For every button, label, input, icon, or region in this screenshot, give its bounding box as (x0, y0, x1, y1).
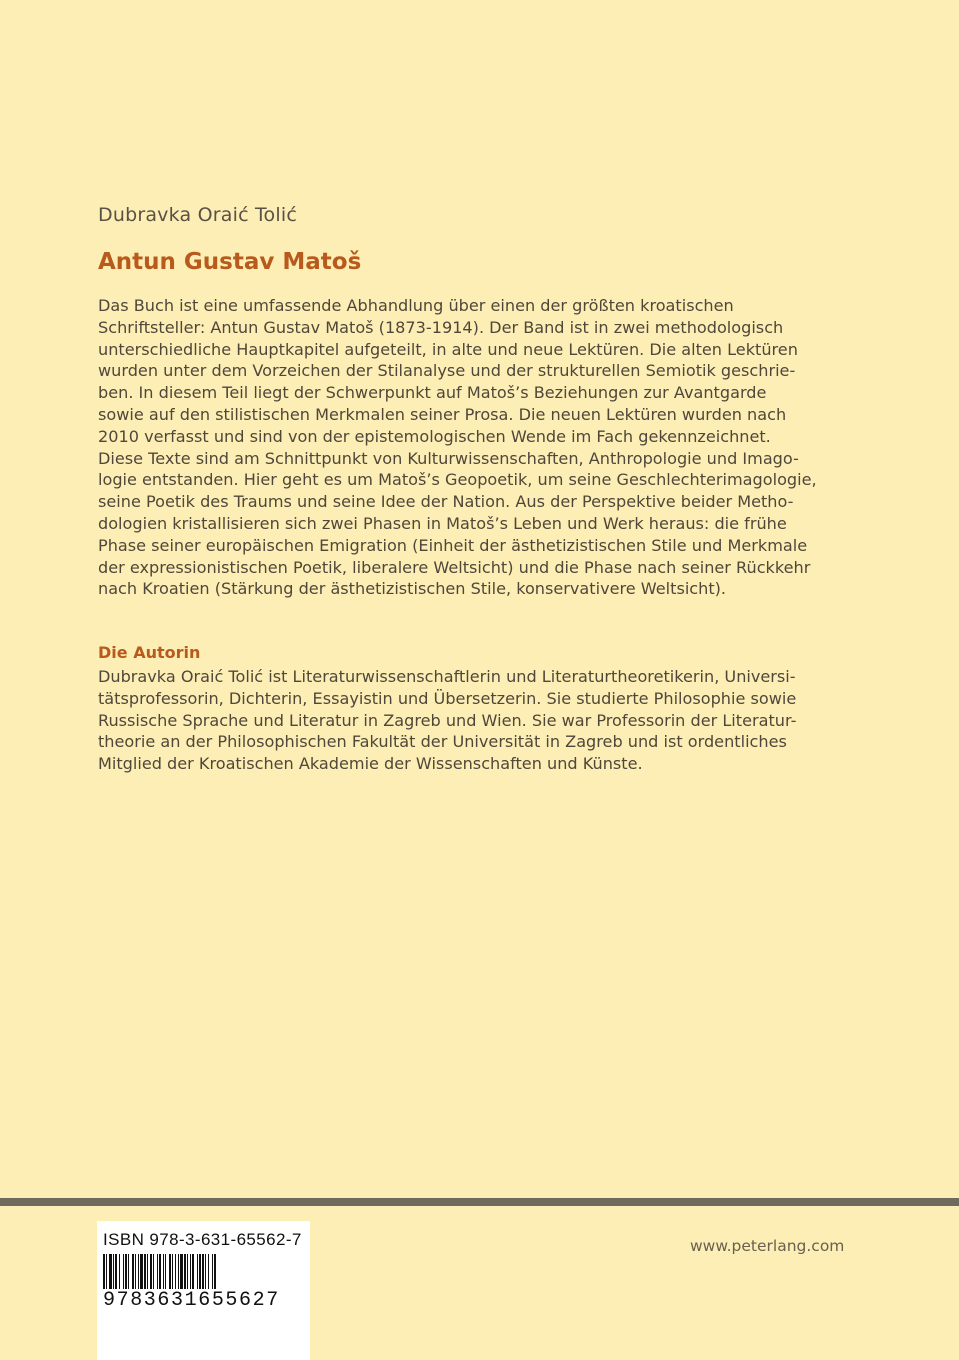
about-author-text (98, 666, 878, 775)
divider-rule (0, 1198, 959, 1206)
description-line: nach Kroatien (Stärkung der ästhetizistischen Stile, konservativere Weltsicht). (98, 579, 727, 599)
isbn-label: ISBN 978-3-631-65562-7 (103, 1230, 302, 1249)
description-line: Das Buch ist eine umfassende Abhandlung über einen der größten kroatischen (98, 296, 734, 315)
about-author-heading: Die Autorin (98, 643, 201, 662)
about-author-line: theorie an der Philosophischen Fakultät der Universität in Zagreb und ist ordentliches (98, 732, 787, 752)
description-line: dologien kristallisieren sich zwei Phasen in Matoš’s Leben und Werk heraus: die frühe (98, 513, 787, 533)
description-line: unterschiedliche Hauptkapitel aufgeteilt, in alte und neue Lektüren. Die alten Lektüren (98, 339, 798, 359)
description-line: wurden unter dem Vorzeichen der Stilanalyse und der strukturellen Semiotik geschrie- (98, 361, 796, 381)
description-line: Diese Texte sind am Schnittpunkt von Kulturwissenschaften, Anthropologie und Imago- (98, 448, 799, 468)
ean-digits: 9783631655627 (103, 1289, 280, 1312)
about-author-line: Mitglied der Kroatischen Akademie der Wissenschaften und Künste. (98, 754, 643, 774)
description-line: der expressionistischen Poetik, liberalere Weltsicht) und die Phase nach seiner Rückkehr (98, 557, 811, 577)
description-line: seine Poetik des Traums und seine Idee der Nation. Aus der Perspektive beider Metho- (98, 492, 794, 512)
publisher-website[interactable]: www.peterlang.com (690, 1237, 845, 1255)
description-line: ben. In diesem Teil liegt der Schwerpunkt auf Matoš’s Beziehungen zur Avantgarde (98, 383, 767, 403)
about-author-line: tätsprofessorin, Dichterin, Essayistin und Übersetzerin. Sie studierte Philosophie sowie (98, 688, 797, 708)
book-description (98, 295, 878, 600)
author-name: Dubravka Oraić Tolić (98, 204, 297, 226)
description-line: Schriftsteller: Antun Gustav Matoš (1873-1914). Der Band ist in zwei methodologisch (98, 317, 784, 337)
about-author-line: Russische Sprache und Literatur in Zagreb und Wien. Sie war Professorin der Literatur- (98, 710, 797, 730)
about-author-line: Dubravka Oraić Tolić ist Literaturwissenschaftlerin und Literaturtheoretikerin, Universi- (98, 667, 796, 686)
description-line: Phase seiner europäischen Emigration (Einheit der ästhetizistischen Stile und Merkmale (98, 535, 808, 555)
barcode-panel (97, 1221, 310, 1360)
book-title: Antun Gustav Matoš (98, 249, 362, 275)
description-line: logie entstanden. Hier geht es um Matoš’s Geopoetik, um seine Geschlechterimagologie, (98, 470, 817, 490)
description-line: sowie auf den stilistischen Merkmalen seiner Prosa. Die neuen Lektüren wurden nach (98, 404, 787, 424)
description-line: 2010 verfasst und sind von der epistemologischen Wende im Fach gekennzeichnet. (98, 426, 771, 446)
